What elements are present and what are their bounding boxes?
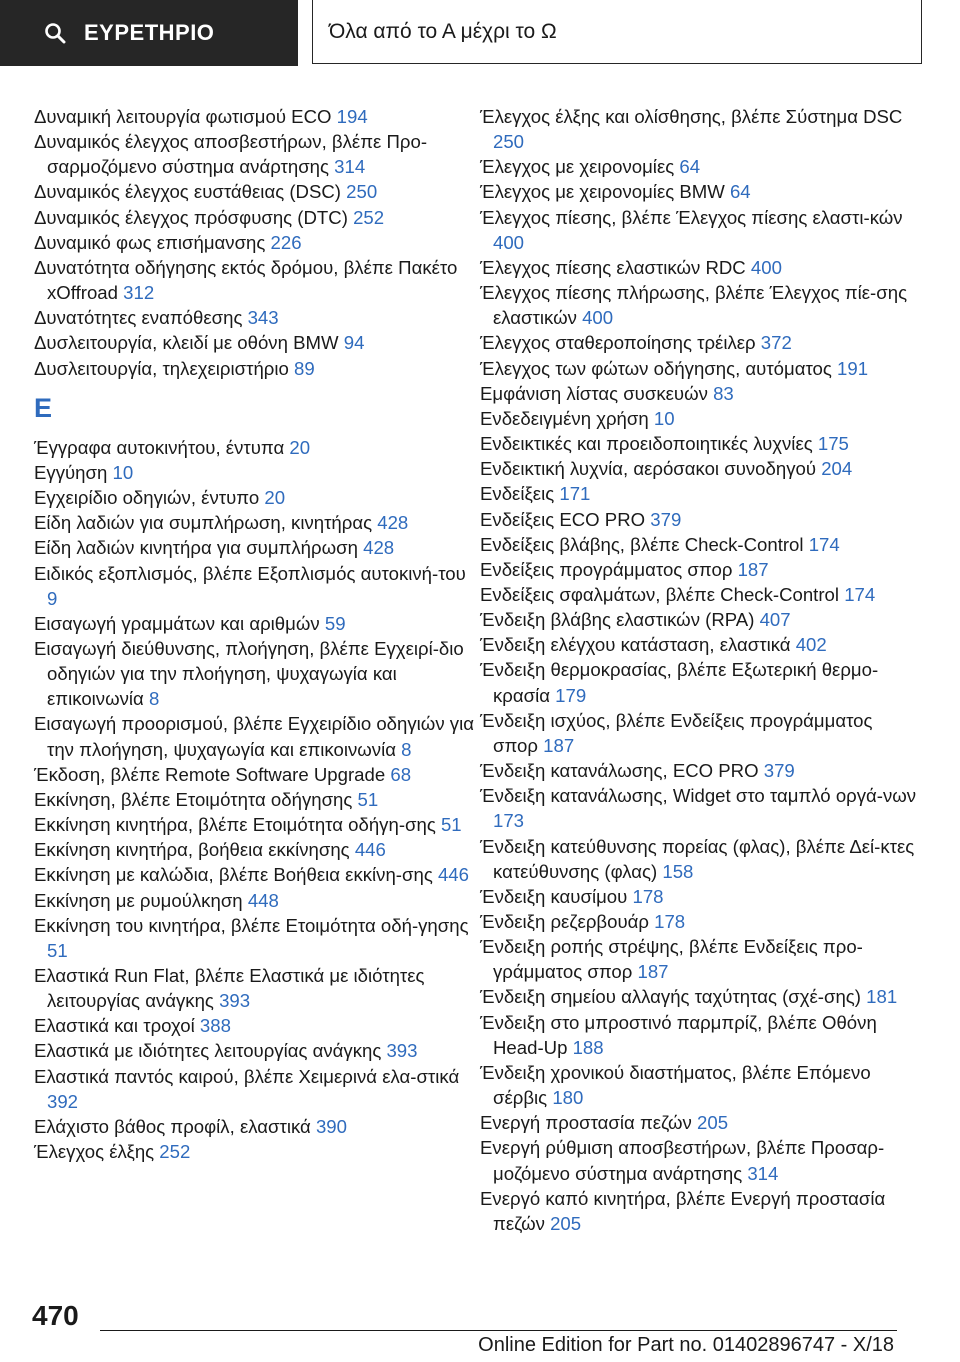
index-page-link[interactable]: 173	[493, 810, 525, 832]
index-page-link[interactable]: 252	[159, 1141, 191, 1163]
footer-edition: Online Edition for Part no. 01402896747 - X/18	[478, 1334, 894, 1356]
index-entry-text: Εκκίνηση, βλέπε Ετοιμότητα οδήγησης	[34, 788, 353, 810]
index-entry-text: Έλεγχος σταθεροποίησης τρέιλερ	[480, 332, 756, 354]
index-page-link[interactable]: 314	[334, 156, 366, 178]
index-entry-text: Δυναμικός έλεγχος πρόσφυσης (DTC)	[34, 206, 348, 228]
index-entry-text: Ενδεικτικές και προειδοποιητικές λυχνίες	[480, 433, 813, 455]
index-page-link[interactable]: 10	[112, 461, 134, 483]
index-entry	[34, 435, 474, 460]
index-entry-text: Έλεγχος πίεσης, βλέπε Έλεγχος πίεσης ελαστι-κών	[480, 206, 903, 228]
index-entry-text: Ένδειξη ρεζερβουάρ	[480, 911, 649, 932]
index-page-link[interactable]: 181	[866, 986, 898, 1008]
index-column-right	[480, 104, 920, 1236]
index-page-link[interactable]: 178	[632, 885, 664, 907]
index-entry-text: Έλεγχος με χειρονομίες	[480, 156, 675, 178]
index-entry	[480, 507, 920, 532]
index-entry	[480, 431, 920, 456]
tab-a-to-z[interactable]	[312, 0, 922, 64]
index-page-link[interactable]: 64	[729, 181, 751, 203]
index-entry-text: Ένδειξη κατανάλωσης, Widget στο ταμπλό οργά-νων	[480, 785, 917, 807]
index-entry	[480, 909, 920, 934]
index-entry-text: Εκκίνηση με ρυμούλκηση	[34, 889, 243, 911]
index-page-link[interactable]: 174	[808, 533, 840, 555]
index-entry	[34, 787, 474, 812]
index-entry	[34, 913, 474, 963]
index-page-link[interactable]: 314	[747, 1162, 779, 1184]
index-page-link[interactable]: 372	[760, 332, 792, 354]
index-page-link[interactable]: 388	[199, 1015, 231, 1037]
index-entry-text: Εισαγωγή προορισμού, βλέπε Εγχειρίδιο οδηγιών για την πλοήγηση, ψυχαγωγία και επικοινωνία	[34, 713, 474, 760]
index-entry	[34, 205, 474, 230]
index-page-link[interactable]: 392	[47, 1090, 79, 1112]
index-entry	[480, 582, 920, 607]
index-page-link[interactable]: 8	[148, 688, 160, 710]
index-entry	[34, 711, 474, 761]
index-entry-text: Εκκίνηση του κινητήρα, βλέπε Ετοιμότητα οδή-γησης	[34, 914, 469, 936]
index-entry	[34, 510, 474, 535]
index-entry-text: Εγγύηση	[34, 461, 108, 483]
index-entry-text: Δυσλειτουργία, κλειδί με οθόνη BMW	[34, 332, 339, 354]
index-entry-text: Δυναμικός έλεγχος ευστάθειας (DSC)	[34, 181, 341, 203]
index-page-link[interactable]: 171	[559, 483, 591, 505]
index-page-link[interactable]: 400	[750, 256, 782, 278]
index-entry-text: Ενδείξεις βλάβης, βλέπε Check-Control	[480, 533, 804, 555]
index-entry-text: Δυναμικό φως επισήμανσης	[34, 231, 266, 253]
index-entry	[34, 1064, 474, 1114]
index-entry-text: Εγχειρίδιο οδηγιών, έντυπο	[34, 487, 260, 509]
index-page-link[interactable]: 178	[654, 911, 686, 932]
index-entry-text: Ενδείξεις	[480, 483, 555, 505]
index-entry	[34, 305, 474, 330]
index-entry-text: Έλεγχος των φώτων οδήγησης, αυτόματος	[480, 357, 832, 379]
index-entry-text: Δυναμικός έλεγχος αποσβεστήρων, βλέπε Προ-σαρμοζόμενο σύστημα ανάρτησης	[34, 131, 428, 178]
index-entry-text: Ενδείξεις ECO PRO	[480, 508, 646, 530]
index-entry	[480, 1186, 920, 1236]
index-entry	[480, 330, 920, 355]
index-page-link[interactable]: 20	[264, 487, 286, 509]
index-entry	[34, 762, 474, 787]
index-entry-text: Ενδείξεις σφαλμάτων, βλέπε Check-Control	[480, 583, 840, 605]
index-page-link[interactable]: 393	[386, 1040, 418, 1062]
index-entry-text: Ένδειξη σημείου αλλαγής ταχύτητας (σχέ-σης)	[480, 986, 861, 1008]
index-entry	[480, 481, 920, 506]
index-entry	[480, 783, 920, 833]
index-entry-text: Είδη λαδιών κινητήρα για συμπλήρωση	[34, 537, 358, 559]
index-entry-text: Δυσλειτουργία, τηλεχειριστήριο	[34, 357, 289, 379]
index-entry-text: Ένδειξη στο μπροστινό παρμπρίζ, βλέπε Οθόνη Head-Up	[480, 1011, 877, 1058]
index-page-link[interactable]: 205	[550, 1212, 582, 1234]
index-page-link[interactable]: 402	[795, 634, 827, 656]
index-entry	[34, 460, 474, 485]
index-entry	[480, 154, 920, 179]
index-entry-text: Ελαστικά με ιδιότητες λειτουργίας ανάγκης	[34, 1040, 382, 1062]
tab-index-label: ΕΥΡΕΤΗΡΙΟ	[84, 20, 215, 45]
index-entry-text: Εκκίνηση κινητήρα, βλέπε Ετοιμότητα οδήγη-σης	[34, 814, 436, 836]
index-entry	[480, 657, 920, 707]
index-page-link[interactable]: 51	[47, 939, 68, 961]
index-page-link[interactable]: 448	[247, 889, 279, 911]
index-entry	[480, 984, 920, 1009]
tab-a-to-z-label: Όλα από το Α μέχρι το Ω	[329, 20, 557, 43]
index-entry-text: Ειδικός εξοπλισμός, βλέπε Εξοπλισμός αυτοκινή-του	[34, 562, 466, 584]
index-entry	[34, 485, 474, 510]
index-entry-text: Έλεγχος πίεσης πλήρωσης, βλέπε Έλεγχος πίε-σης ελαστικών	[480, 282, 908, 329]
index-entry	[34, 1139, 474, 1164]
index-page-link[interactable]: 252	[353, 206, 385, 228]
index-entry	[480, 406, 920, 431]
index-entry	[480, 1135, 920, 1185]
index-entry	[480, 456, 920, 481]
index-entry	[34, 837, 474, 862]
index-page-link[interactable]: 446	[437, 864, 469, 886]
index-entry	[34, 611, 474, 636]
index-page-link[interactable]: 428	[377, 512, 409, 534]
index-entry	[34, 963, 474, 1013]
footer-divider	[100, 1330, 897, 1331]
tab-index[interactable]	[0, 0, 298, 66]
index-page-link[interactable]: 187	[543, 734, 575, 756]
index-entry-text: Δυνατότητα οδήγησης εκτός δρόμου, βλέπε Πακέτο xOffroad	[34, 256, 458, 304]
index-entry	[34, 330, 474, 355]
index-page-link[interactable]: 179	[555, 684, 587, 706]
index-entry-text: Ενεργή προστασία πεζών	[480, 1112, 692, 1134]
index-page-link[interactable]: 187	[737, 558, 769, 580]
index-entry	[480, 884, 920, 909]
index-entry	[480, 708, 920, 758]
index-page-link[interactable]: 180	[552, 1087, 584, 1109]
index-entry-text: Ενδεδειγμένη χρήση	[480, 407, 649, 429]
index-entry	[480, 834, 920, 884]
index-page-link[interactable]: 8	[401, 738, 412, 760]
index-page-link[interactable]: 51	[440, 814, 462, 836]
index-page-link[interactable]: 10	[653, 407, 675, 429]
index-entry	[34, 104, 474, 129]
index-entry	[34, 356, 474, 381]
index-page-link[interactable]: 446	[354, 839, 386, 861]
top-navigation	[0, 0, 960, 66]
index-page-link[interactable]: 204	[821, 458, 853, 480]
index-entry	[34, 1114, 474, 1139]
index-entry-text: Ένδειξη καυσίμου	[480, 885, 628, 907]
index-entry	[34, 129, 474, 179]
index-entry-text: Εκκίνηση κινητήρα, βοήθεια εκκίνησης	[34, 839, 350, 861]
index-entry-text: Εμφάνιση λίστας συσκευών	[480, 382, 708, 404]
index-entry-text: Ένδειξη κατεύθυνσης πορείας (φλας), βλέπε Δεί-κτες κατεύθυνσης (φλας)	[480, 835, 915, 882]
index-entry	[480, 179, 920, 204]
index-entry-text: Έγγραφα αυτοκινήτου, έντυπα	[34, 436, 285, 458]
index-column-left	[34, 104, 474, 1164]
index-entry	[480, 104, 920, 154]
index-entry	[34, 561, 474, 611]
index-page-link[interactable]: 379	[650, 508, 682, 530]
index-entry	[34, 812, 474, 837]
index-entry-text: Ένδειξη ροπής στρέψης, βλέπε Ενδείξεις προ-γράμματος σπορ	[480, 936, 863, 983]
index-entry-text: Ελαστικά Run Flat, βλέπε Ελαστικά με ιδιότητες λειτουργίας ανάγκης	[34, 965, 425, 1012]
index-entry-text: Εκκίνηση με καλώδια, βλέπε Βοήθεια εκκίνη-σης	[34, 864, 433, 886]
index-page-link[interactable]: 390	[315, 1115, 347, 1137]
index-entry-text: Ένδειξη ισχύος, βλέπε Ενδείξεις προγράμματος σπορ	[480, 709, 873, 756]
index-page-link[interactable]: 89	[294, 357, 315, 379]
index-page-link[interactable]: 226	[270, 231, 302, 253]
index-page-link[interactable]: 205	[697, 1112, 729, 1134]
index-page-link[interactable]: 379	[763, 760, 795, 782]
index-entry-text: Ενεργό καπό κινητήρα, βλέπε Ενεργή προστασία πεζών	[480, 1187, 886, 1234]
index-entry-text: Ένδειξη κατανάλωσης, ECO PRO	[480, 760, 759, 782]
index-entry	[480, 557, 920, 582]
index-page-link[interactable]: 20	[289, 436, 311, 458]
index-entry	[480, 255, 920, 280]
index-entry	[34, 1013, 474, 1038]
index-entry-text: Έλεγχος έλξης	[34, 1141, 155, 1163]
index-entry	[480, 1060, 920, 1110]
index-entry-text: Εισαγωγή διεύθυνσης, πλοήγηση, βλέπε Εγχειρί-διο οδηγιών για την πλοήγηση, ψυχαγωγία και επικοινωνία	[34, 637, 464, 710]
index-page-link[interactable]: 400	[582, 307, 614, 329]
index-page-link[interactable]: 83	[713, 382, 734, 404]
index-entry	[480, 934, 920, 984]
index-entry	[480, 632, 920, 657]
index-page-link[interactable]: 400	[493, 231, 525, 253]
index-page-link[interactable]: 68	[390, 763, 412, 785]
index-entry-text: Ένδειξη ελέγχου κατάσταση, ελαστικά	[480, 634, 791, 656]
index-entry-text: Ενδείξεις προγράμματος σπορ	[480, 558, 733, 580]
index-page-link[interactable]: 94	[343, 332, 365, 354]
index-page-link[interactable]: 187	[637, 961, 669, 983]
index-page-link[interactable]: 59	[324, 612, 346, 634]
index-letter-heading: Ε	[34, 392, 53, 423]
index-entry	[480, 607, 920, 632]
index-entry	[34, 1038, 474, 1063]
page-number: 470	[32, 1300, 79, 1331]
index-entry	[480, 758, 920, 783]
index-page-link[interactable]: 51	[357, 788, 379, 810]
search-icon	[44, 22, 66, 44]
index-entry	[480, 381, 920, 406]
index-page-link[interactable]: 428	[363, 537, 395, 559]
index-page-link[interactable]: 9	[47, 587, 58, 609]
index-entry-text: Ενεργή ρύθμιση αποσβεστήρων, βλέπε Προσαρ-μοζόμενο σύστημα ανάρτησης	[480, 1137, 885, 1184]
index-page-link[interactable]: 174	[844, 583, 876, 605]
index-entry-text: Έλεγχος έλξης και ολίσθησης, βλέπε Σύστημα DSC	[480, 106, 903, 127]
index-entry	[480, 532, 920, 557]
index-entry-text: Εισαγωγή γραμμάτων και αριθμών	[34, 612, 320, 634]
index-entry-text: Είδη λαδιών για συμπλήρωση, κινητήρας	[34, 512, 373, 534]
index-entry	[480, 1010, 920, 1060]
index-entry-text: Ενδεικτική λυχνία, αερόσακοι συνοδηγού	[480, 458, 817, 480]
index-entry	[480, 1110, 920, 1135]
index-entry-text: Δυναμική λειτουργία φωτισμού ECO	[34, 106, 332, 127]
index-entry-text: Έλεγχος με χειρονομίες BMW	[480, 181, 725, 203]
index-page-link[interactable]: 312	[123, 282, 155, 304]
index-entry-text: Δυνατότητες εναπόθεσης	[34, 307, 243, 329]
index-entry	[34, 255, 474, 305]
index-page-link[interactable]: 64	[679, 156, 701, 178]
index-page-link[interactable]: 343	[247, 307, 279, 329]
index-entry-text: Ελαστικά και τροχοί	[34, 1015, 195, 1037]
index-page-link[interactable]: 407	[759, 609, 791, 631]
index-entry	[34, 636, 474, 711]
index-page-link[interactable]: 250	[493, 131, 525, 153]
index-entry	[34, 862, 474, 887]
index-entry-text: Έλεγχος πίεσης ελαστικών RDC	[480, 256, 746, 278]
index-entry-text: Έκδοση, βλέπε Remote Software Upgrade	[34, 763, 386, 785]
index-entry-text: Ελάχιστο βάθος προφίλ, ελαστικά	[34, 1115, 311, 1137]
index-page-link[interactable]: 188	[572, 1036, 604, 1058]
index-entry	[34, 888, 474, 913]
index-page-link[interactable]: 393	[219, 990, 251, 1012]
index-entry	[480, 356, 920, 381]
index-page-link[interactable]: 194	[336, 106, 368, 127]
index-entry-text: Ένδειξη βλάβης ελαστικών (RPA)	[480, 609, 755, 631]
index-entry-text: Ένδειξη χρονικού διαστήματος, βλέπε Επόμενο σέρβις	[480, 1061, 871, 1109]
index-entry	[34, 230, 474, 255]
index-page-link[interactable]: 250	[346, 181, 378, 203]
index-entry-text: Ελαστικά παντός καιρού, βλέπε Χειμερινά ελα-στικά	[34, 1065, 460, 1087]
index-entry-text: Ένδειξη θερμοκρασίας, βλέπε Εξωτερική θερμο-κρασία	[480, 659, 879, 706]
index-page-link[interactable]: 175	[817, 433, 849, 455]
index-page-link[interactable]: 158	[662, 860, 694, 882]
index-entry	[34, 535, 474, 560]
index-entry	[480, 280, 920, 330]
index-entry	[480, 205, 920, 255]
index-page-link[interactable]: 191	[837, 357, 869, 379]
index-entry	[34, 179, 474, 204]
